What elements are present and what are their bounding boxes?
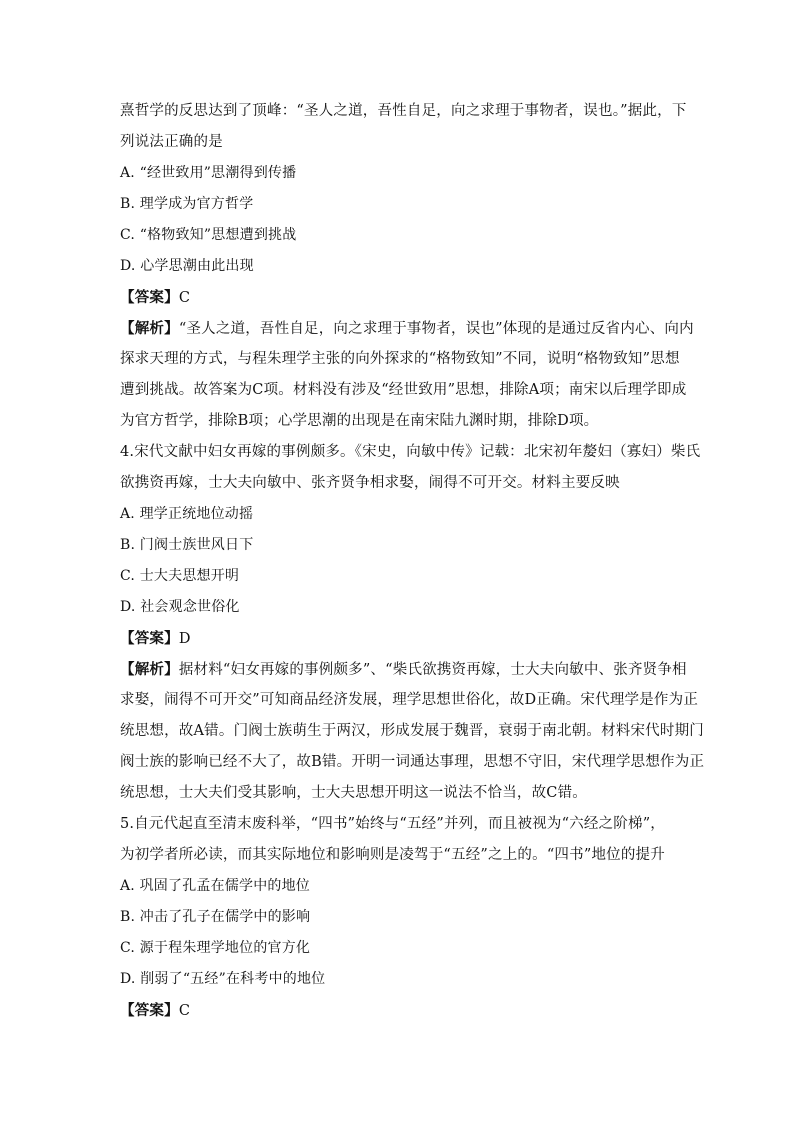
analysis-tag: 【解析】 [120,661,179,678]
analysis-text: “圣人之道，吾性自足，向之求理于事物者，误也”体现的是通过反省内心、向内 [178,321,694,337]
analysis-line [120,654,687,685]
answer-line [120,623,680,654]
question-stem-line: 为初学者所必读，而其实际地位和影响则是凌驾于“五经”之上的。“四书”地位的提升 [120,847,665,863]
option-d: D. 心学思潮由此出现 [120,258,254,274]
question-stem-line: 列说法正确的是 [120,134,223,150]
analysis-line: 探求天理的方式，与程朱理学主张的向外探求的“格物致知”不同，说明“格物致知”思想 [120,351,680,367]
analysis-line: 为官方哲学，排除B项；心学思潮的出现是在南宋陆九渊时期，排除D项。 [120,413,599,429]
analysis-line: 遭到挑战。故答案为C项。材料没有涉及“经世致用”思想，排除A项；南宋以后理学即成 [120,382,687,398]
document-page [120,96,705,1026]
answer-line [120,282,680,313]
option-c: C. 士大夫思想开明 [120,568,240,584]
analysis-line: 阀士族的影响已经不大了，故B错。开明一词通达事理，思想不守旧，宋代理学思想作为正 [120,754,705,770]
question-5 [120,809,680,1026]
answer-value: D [178,631,191,647]
answer-tag: 【答案】 [120,630,179,647]
answer-tag: 【答案】 [120,289,179,306]
question-stem-line: 4.宋代文献中妇女再嫁的事例颇多。《宋史，向敏中传》记载：北宋初年嫠妇（寡妇）柴氏 [120,444,701,460]
question-3 [120,96,694,437]
question-stem-line: 5.自元代起直至清末废科举，“四书”始终与“五经”并列，而且被视为“六经之阶梯”， [120,816,666,832]
analysis-line: 统思想，士大夫们受其影响，士大夫思想开明这一说法不恰当，故C错。 [120,785,587,801]
option-a: A. 理学正统地位动摇 [120,506,254,522]
analysis-line: 求娶，闹得不可开交”可知商品经济发展，理学思想世俗化，故D正确。宋代理学是作为正 [120,692,699,708]
option-d: D. 社会观念世俗化 [120,599,240,615]
answer-value: C [178,290,191,306]
analysis-line [120,313,694,344]
option-b: B. 门阀士族世风日下 [120,537,254,553]
answer-value: C [178,1003,191,1019]
analysis-text: 据材料“妇女再嫁的事例颇多”、“柴氏欲携资再嫁，士大夫向敏中、张齐贤争相 [178,662,687,678]
answer-tag: 【答案】 [120,1002,179,1019]
analysis-line: 统思想，故A错。门阀士族萌生于两汉，形成发展于魏晋，衰弱于南北朝。材料宋代时期门 [120,723,704,739]
question-4 [120,437,705,809]
option-d: D. 削弱了“五经”在科考中的地位 [120,971,326,987]
question-stem-line: 欲携资再嫁，士大夫向敏中、张齐贤争相求娶，闹得不可开交。材料主要反映 [120,475,620,491]
option-a: A. “经世致用”思潮得到传播 [120,165,297,181]
option-a: A. 巩固了孔孟在儒学中的地位 [120,878,311,894]
answer-line [120,995,680,1026]
option-b: B. 理学成为官方哲学 [120,196,254,212]
option-c: C. “格物致知”思想遭到挑战 [120,227,297,243]
question-stem-line: 熹哲学的反思达到了顶峰：“圣人之道，吾性自足，向之求理于事物者，误也。”据此，下 [120,103,687,119]
option-b: B. 冲击了孔子在儒学中的影响 [120,909,311,925]
option-c: C. 源于程朱理学地位的官方化 [120,940,311,956]
analysis-tag: 【解析】 [120,320,179,337]
